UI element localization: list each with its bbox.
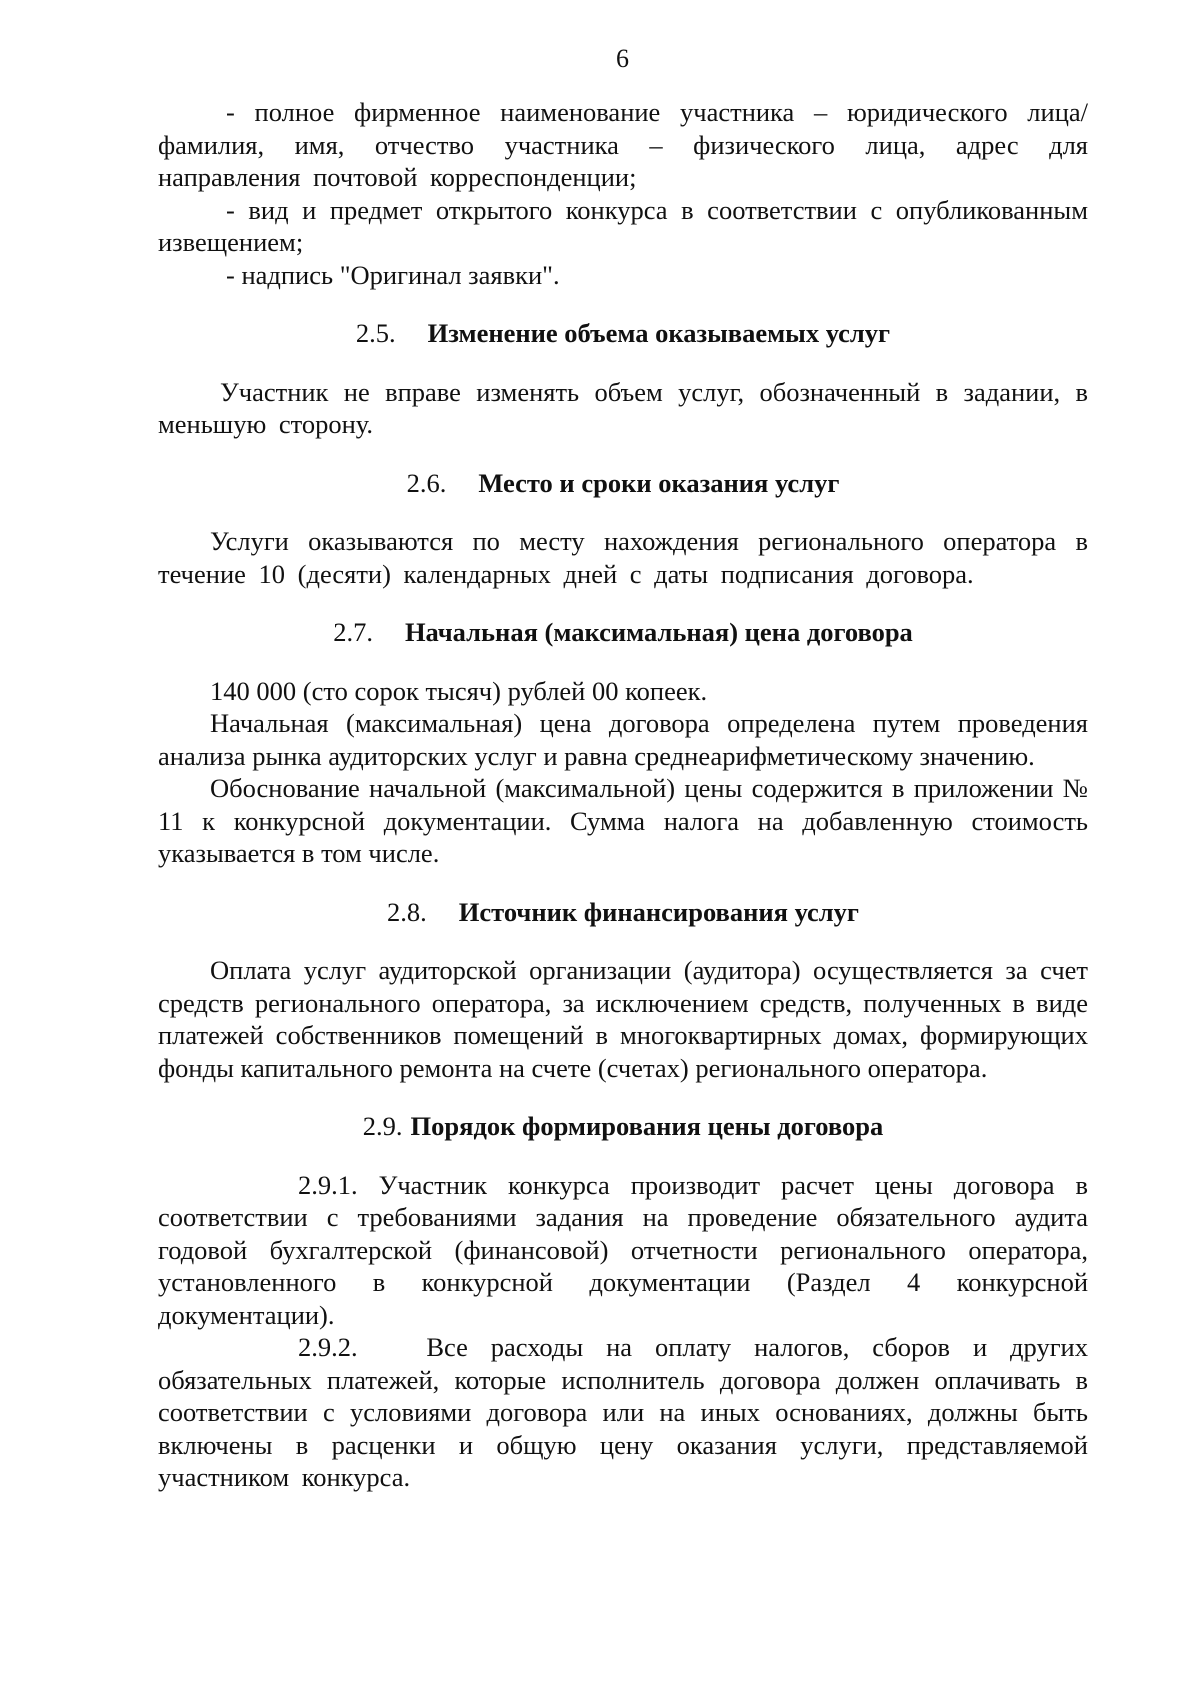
subparagraph-text: Участник конкурса производит расчет цены договора в соответствии с требованиями задания на проведение обязательного аудита годовой бухгалтерской (финансовой) отчетности регионального оператора, установленного в конкурсной документации (Раздел 4 конкурсной документации). — [158, 1169, 1089, 1330]
section-heading-2-7 — [158, 616, 1088, 649]
price-amount: 140 000 (сто сорок тысяч) рублей 00 копеек. — [210, 675, 708, 706]
section-paragraph: Обоснование начальной (максимальной) цены содержится в приложении № 11 к конкурсной документации. Сумма налога на добавленную стоимость указывается в том числе. — [158, 773, 1088, 868]
subparagraph-text: Все расходы на оплату налогов, сборов и других обязательных платежей, которые исполнитель договора должен оплачивать в соответствии с условиями договора или на иных основаниях, должны быть включены в расценки и общую цену оказания услуги, представляемой участником конкурса. — [158, 1332, 1088, 1492]
section-paragraph: Начальная (максимальная) цена договора определена путем проведения анализа рынка аудиторских услуг и равна среднеарифметическому значению. — [158, 708, 1088, 771]
section-title: Изменение объема оказываемых услуг — [427, 318, 891, 348]
intro-item-name: - полное фирменное наименование участника – юридического лица/фамилия, имя, отчество участника – физического лица, адрес для направления почтовой корреспонденции; — [158, 97, 1088, 192]
section-title: Место и сроки оказания услуг — [478, 467, 840, 498]
intro-item-subject: - вид и предмет открытого конкурса в соответствии с опубликованным извещением; — [158, 194, 1088, 257]
section-number: 2.9. — [362, 1111, 403, 1141]
page-number: 6 — [616, 44, 629, 73]
section-title: Порядок формирования цены договора — [410, 1111, 884, 1141]
section-title: Источник финансирования услуг — [458, 896, 859, 927]
section-paragraph: Оплата услуг аудиторской организации (аудитора) осуществляется за счет средств регионального оператора, за исключением средств, полученных в виде платежей собственников помещений в многоквартирных домах, формирующих фонды капитального ремонта на счете (счетах) регионального оператора. — [158, 955, 1088, 1083]
section-title: Начальная (максимальная) цена договора — [404, 617, 913, 647]
section-heading-2-9 — [158, 1110, 1088, 1143]
section-number: 2.7. — [333, 617, 373, 647]
subparagraph-2-9-2 — [158, 1331, 1088, 1494]
section-heading-2-8 — [158, 896, 1088, 929]
document-body — [158, 96, 1088, 1494]
section-number: 2.5. — [355, 318, 396, 348]
section-heading-2-5 — [158, 317, 1088, 350]
subparagraph-number: 2.9.2. — [298, 1332, 358, 1362]
subparagraph-2-9-1 — [158, 1169, 1088, 1332]
section-paragraph: Участник не вправе изменять объем услуг, обозначенный в задании, в меньшую сторону. — [158, 376, 1088, 439]
intro-item-label: - надпись "Оригинал заявки". — [226, 259, 560, 290]
section-heading-2-6 — [158, 467, 1088, 500]
section-number: 2.6. — [406, 467, 447, 498]
subparagraph-number: 2.9.1. — [298, 1169, 358, 1200]
section-number: 2.8. — [387, 896, 427, 927]
section-paragraph: Услуги оказываются по месту нахождения регионального оператора в течение 10 (десяти) календарных дней с даты подписания договора. — [158, 526, 1088, 589]
